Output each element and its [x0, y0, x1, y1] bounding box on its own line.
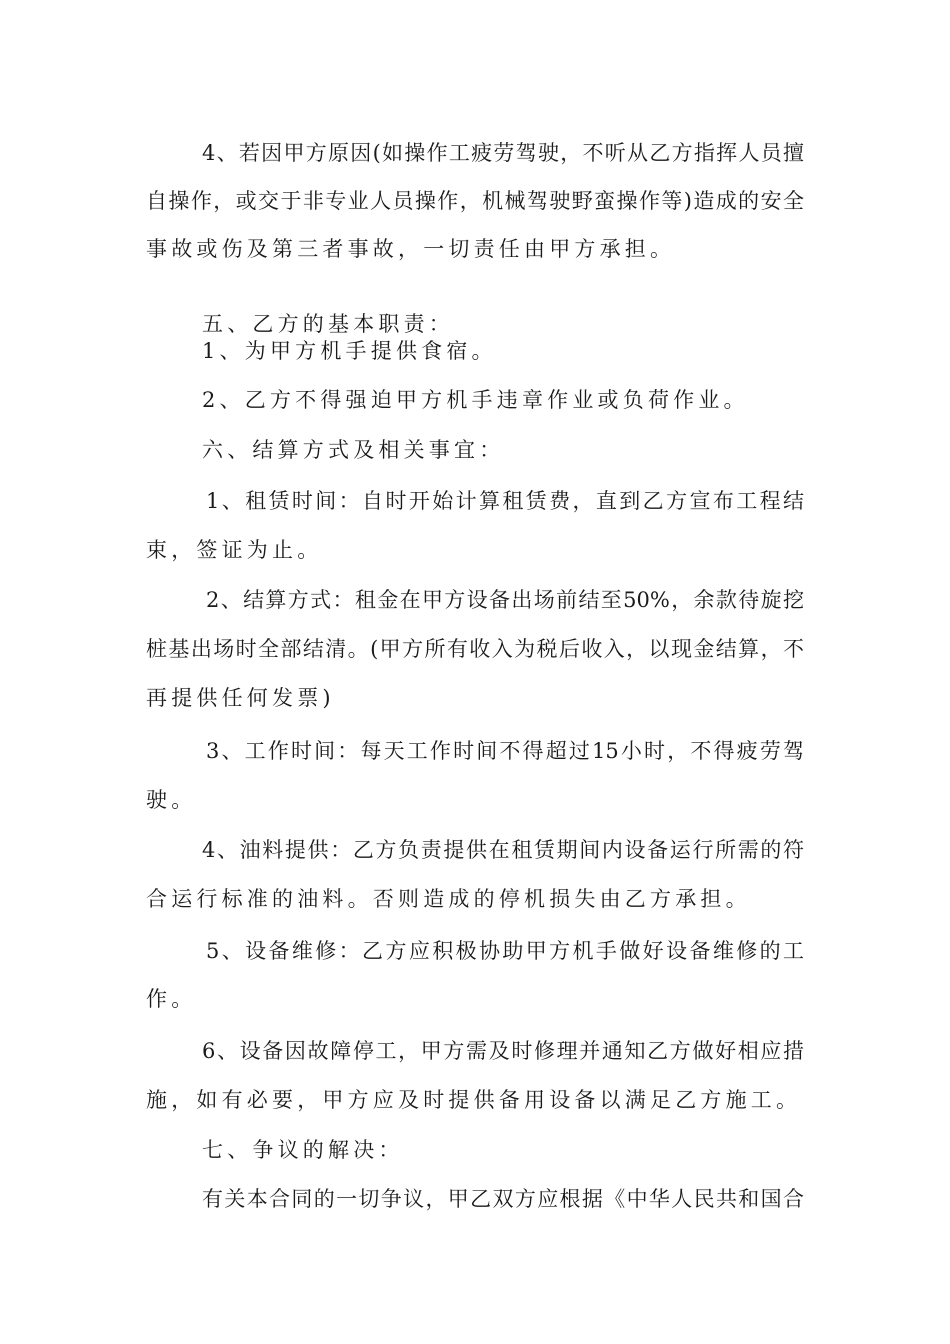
- text-line: 自操作，或交于非专业人员操作，机械驾驶野蛮操作等)造成的安全: [146, 189, 804, 213]
- text-line: 事故或伤及第三者事故，一切责任由甲方承担。: [146, 237, 676, 261]
- text-line: 有关本合同的一切争议，甲乙双方应根据《中华人民共和国合: [202, 1187, 804, 1211]
- text-line: 合运行标准的油料。否则造成的停机损失由乙方承担。: [146, 887, 751, 911]
- text-line: 施，如有必要，甲方应及时提供备用设备以满足乙方施工。: [146, 1088, 802, 1112]
- text-line: 4、油料提供：乙方负责提供在租赁期间内设备运行所需的符: [202, 838, 804, 862]
- text-line: 2、结算方式：租金在甲方设备出场前结至50%，余款待旋挖: [206, 588, 804, 612]
- text-line: 5、设备维修：乙方应积极协助甲方机手做好设备维修的工: [206, 939, 804, 963]
- section-heading: 五、乙方的基本职责：: [202, 312, 454, 336]
- section-heading: 六、结算方式及相关事宜：: [202, 438, 505, 462]
- text-line: 2、乙方不得强迫甲方机手违章作业或负荷作业。: [202, 388, 749, 412]
- text-line: 6、设备因故障停工，甲方需及时修理并通知乙方做好相应措: [202, 1039, 804, 1063]
- text-line: 再提供任何发票): [146, 686, 335, 710]
- text-line: 作。: [146, 987, 197, 1011]
- text-line: 3、工作时间：每天工作时间不得超过15小时，不得疲劳驾: [206, 739, 804, 763]
- text-line: 1、租赁时间：自时开始计算租赁费，直到乙方宣布工程结: [206, 489, 804, 513]
- text-line: 束，签证为止。: [146, 538, 323, 562]
- text-line: 驶。: [146, 788, 197, 812]
- section-heading: 七、争议的解决：: [202, 1138, 404, 1162]
- text-line: 4、若因甲方原因(如操作工疲劳驾驶，不听从乙方指挥人员擅: [202, 141, 804, 165]
- text-line: 1、为甲方机手提供食宿。: [202, 339, 497, 363]
- text-line: 桩基出场时全部结清。(甲方所有收入为税后收入，以现金结算，不: [146, 637, 804, 661]
